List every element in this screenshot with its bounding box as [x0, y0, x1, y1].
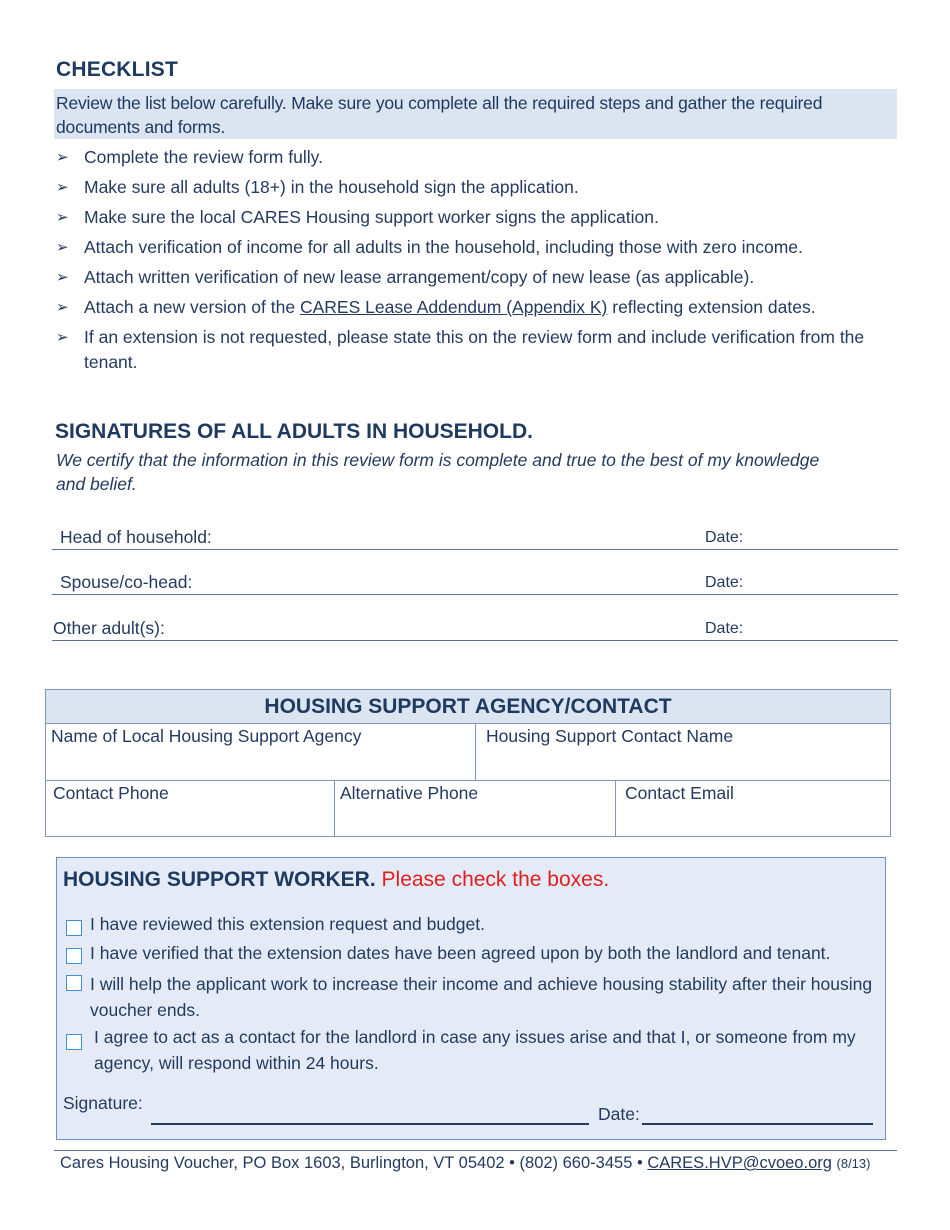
list-item: ➢ Attach verification of income for all adults in the household, including those with zero income.	[56, 235, 886, 260]
worker-date-line[interactable]	[642, 1123, 873, 1125]
reviewed-request-label: I have reviewed this extension request and budget.	[90, 914, 485, 934]
table-divider	[334, 780, 335, 837]
arrowhead-bullet-icon: ➢	[56, 149, 69, 166]
landlord-contact-label: I agree to act as a contact for the landlord in case any issues arise and that I, or someone from my agency, will respond within 24 hours.	[94, 1027, 856, 1073]
arrowhead-bullet-icon: ➢	[56, 239, 69, 256]
verified-dates-checkbox[interactable]	[66, 948, 82, 964]
footer-separator: •	[636, 1154, 643, 1172]
arrowhead-bullet-icon: ➢	[56, 179, 69, 196]
footer-revision: (8/13)	[836, 1156, 871, 1171]
lease-addendum-link[interactable]: CARES Lease Addendum (Appendix K)	[299, 297, 608, 317]
arrowhead-bullet-icon: ➢	[56, 269, 69, 286]
arrowhead-bullet-icon: ➢	[56, 329, 69, 346]
alternative-phone-field[interactable]: Alternative Phone	[340, 783, 479, 803]
checklist-list	[56, 145, 886, 380]
list-item: ➢ Attach written verification of new lease arrangement/copy of new lease (as applicable).	[56, 265, 886, 290]
head-of-household-label: Head of household:	[60, 527, 212, 547]
footer-divider	[54, 1150, 897, 1151]
spouse-co-head-signature-line[interactable]	[52, 594, 898, 595]
certification-statement: We certify that the information in this review form is complete and true to the best of my knowledge and belief.	[56, 450, 820, 494]
worker-signature-label: Signature:	[63, 1093, 143, 1113]
checklist-intro: Review the list below carefully. Make sure you complete all the required steps and gather the required documents and forms.	[56, 93, 823, 137]
check-boxes-note: Please check the boxes.	[381, 868, 610, 891]
other-adults-date-label: Date:	[705, 620, 744, 637]
verified-dates-label: I have verified that the extension dates have been agreed upon by both the landlord and tenant.	[90, 943, 831, 963]
landlord-contact-checkbox[interactable]	[66, 1034, 82, 1050]
checklist-heading: CHECKLIST	[56, 58, 178, 81]
worker-section-title: HOUSING SUPPORT WORKER. Please check the boxes.	[63, 868, 610, 891]
table-divider	[475, 724, 476, 780]
worker-signature-line[interactable]	[151, 1123, 589, 1125]
worker-date-label: Date:	[598, 1104, 640, 1124]
arrowhead-bullet-icon: ➢	[56, 209, 69, 226]
arrowhead-bullet-icon: ➢	[56, 299, 69, 316]
footer-separator: •	[509, 1154, 515, 1172]
footer-address: Cares Housing Voucher, PO Box 1603, Burlington, VT 05402	[60, 1154, 505, 1172]
help-applicant-checkbox[interactable]	[66, 975, 82, 991]
agency-name-field[interactable]: Name of Local Housing Support Agency	[51, 726, 362, 746]
contact-name-field[interactable]: Housing Support Contact Name	[486, 726, 734, 746]
footer-email-link[interactable]: CARES.HVP@cvoeo.org	[647, 1154, 832, 1172]
reviewed-request-checkbox[interactable]	[66, 920, 82, 936]
list-item: ➢ Make sure all adults (18+) in the household sign the application.	[56, 175, 886, 200]
other-adults-label: Other adult(s):	[53, 618, 165, 638]
housing-support-agency-table	[45, 689, 891, 837]
list-item: ➢ Attach a new version of the CARES Lease Addendum (Appendix K) reflecting extension dates.	[56, 295, 886, 320]
table-divider	[46, 780, 890, 781]
list-item: ➢ Make sure the local CARES Housing support worker signs the application.	[56, 205, 886, 230]
list-item: ➢ Complete the review form fully.	[56, 145, 886, 170]
spouse-co-head-label: Spouse/co-head:	[60, 572, 193, 592]
list-item: ➢ If an extension is not requested, please state this on the review form and include verification from the tenant.	[56, 327, 865, 372]
head-of-household-date-label: Date:	[705, 529, 744, 546]
agency-table-title: HOUSING SUPPORT AGENCY/CONTACT	[46, 690, 890, 724]
housing-support-worker-section	[56, 857, 886, 1140]
other-adults-signature-line[interactable]	[52, 640, 898, 641]
spouse-co-head-date-label: Date:	[705, 574, 744, 591]
signatures-heading: SIGNATURES OF ALL ADULTS IN HOUSEHOLD.	[55, 420, 533, 443]
contact-phone-field[interactable]: Contact Phone	[53, 783, 169, 803]
footer	[60, 1154, 870, 1173]
head-of-household-signature-line[interactable]	[52, 549, 898, 550]
footer-phone: (802) 660-3455	[519, 1154, 633, 1172]
help-applicant-label: I will help the applicant work to increase their income and achieve housing stability after their housing voucher ends.	[90, 974, 873, 1020]
contact-email-field[interactable]: Contact Email	[625, 783, 734, 803]
table-divider	[615, 780, 616, 837]
